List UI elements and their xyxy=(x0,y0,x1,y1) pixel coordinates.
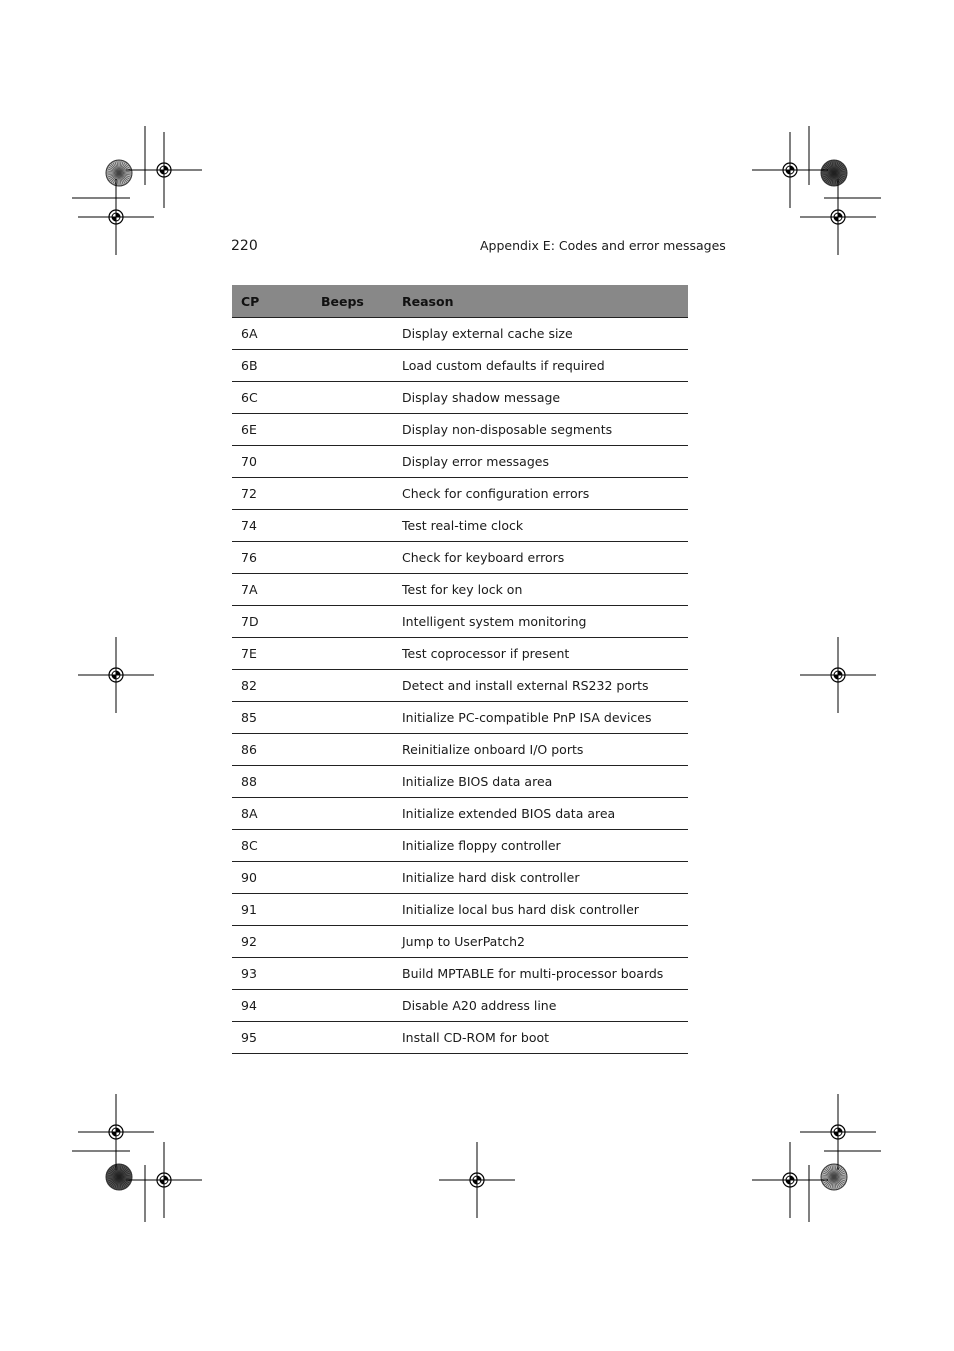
reason-cell: Initialize floppy controller xyxy=(393,830,688,862)
color-target-icon xyxy=(106,160,132,186)
cp-cell: 7D xyxy=(232,606,312,638)
reason-cell: Display external cache size xyxy=(393,318,688,350)
reason-cell: Display non-disposable segments xyxy=(393,414,688,446)
cp-cell: 74 xyxy=(232,510,312,542)
reason-cell: Display error messages xyxy=(393,446,688,478)
registration-target-icon xyxy=(752,1142,828,1218)
cp-cell: 7E xyxy=(232,638,312,670)
cp-cell: 7A xyxy=(232,574,312,606)
reason-cell: Load custom defaults if required xyxy=(393,350,688,382)
color-target-icon xyxy=(106,1164,132,1190)
cp-cell: 94 xyxy=(232,990,312,1022)
cp-cell: 90 xyxy=(232,862,312,894)
cp-cell: 91 xyxy=(232,894,312,926)
registration-target-icon xyxy=(800,637,876,713)
cp-cell: 82 xyxy=(232,670,312,702)
reason-cell: Display shadow message xyxy=(393,382,688,414)
reason-cell: Initialize local bus hard disk controller xyxy=(393,894,688,926)
registration-target-icon xyxy=(800,1094,876,1170)
cp-cell: 72 xyxy=(232,478,312,510)
registration-target-icon xyxy=(126,132,202,208)
cp-cell: 92 xyxy=(232,926,312,958)
page-number: 220 xyxy=(231,238,258,254)
cp-cell: 86 xyxy=(232,734,312,766)
running-header: Appendix E: Codes and error messages xyxy=(480,238,726,253)
column-header-beeps: Beeps xyxy=(312,285,393,318)
reason-cell: Disable A20 address line xyxy=(393,990,688,1022)
cp-cell: 76 xyxy=(232,542,312,574)
cp-cell: 8C xyxy=(232,830,312,862)
registration-target-icon xyxy=(78,1094,154,1170)
registration-target-icon xyxy=(126,1142,202,1218)
registration-target-icon xyxy=(752,132,828,208)
registration-target-icon xyxy=(78,179,154,255)
reason-cell: Jump to UserPatch2 xyxy=(393,926,688,958)
reason-cell: Test for key lock on xyxy=(393,574,688,606)
reason-cell: Check for keyboard errors xyxy=(393,542,688,574)
cp-cell: 70 xyxy=(232,446,312,478)
reason-cell: Initialize extended BIOS data area xyxy=(393,798,688,830)
reason-cell: Test coprocessor if present xyxy=(393,638,688,670)
cp-cell: 8A xyxy=(232,798,312,830)
color-target-icon xyxy=(821,160,847,186)
reason-cell: Initialize BIOS data area xyxy=(393,766,688,798)
cp-cell: 88 xyxy=(232,766,312,798)
cp-cell: 93 xyxy=(232,958,312,990)
cp-cell: 6C xyxy=(232,382,312,414)
reason-cell: Initialize hard disk controller xyxy=(393,862,688,894)
reason-cell: Initialize PC-compatible PnP ISA devices xyxy=(393,702,688,734)
reason-cell: Build MPTABLE for multi-processor boards xyxy=(393,958,688,990)
reason-cell: Intelligent system monitoring xyxy=(393,606,688,638)
reason-cell: Check for configuration errors xyxy=(393,478,688,510)
cp-cell: 6E xyxy=(232,414,312,446)
reason-cell: Install CD-ROM for boot xyxy=(393,1022,688,1054)
column-header-cp: CP xyxy=(232,285,312,318)
cp-cell: 95 xyxy=(232,1022,312,1054)
cp-cell: 6A xyxy=(232,318,312,350)
color-target-icon xyxy=(821,1164,847,1190)
cp-cell: 85 xyxy=(232,702,312,734)
cp-cell: 6B xyxy=(232,350,312,382)
column-header-reason: Reason xyxy=(393,285,688,318)
reason-cell: Test real-time clock xyxy=(393,510,688,542)
registration-target-icon xyxy=(439,1142,515,1218)
registration-target-icon xyxy=(78,637,154,713)
reason-cell: Detect and install external RS232 ports xyxy=(393,670,688,702)
reason-cell: Reinitialize onboard I/O ports xyxy=(393,734,688,766)
registration-target-icon xyxy=(800,179,876,255)
